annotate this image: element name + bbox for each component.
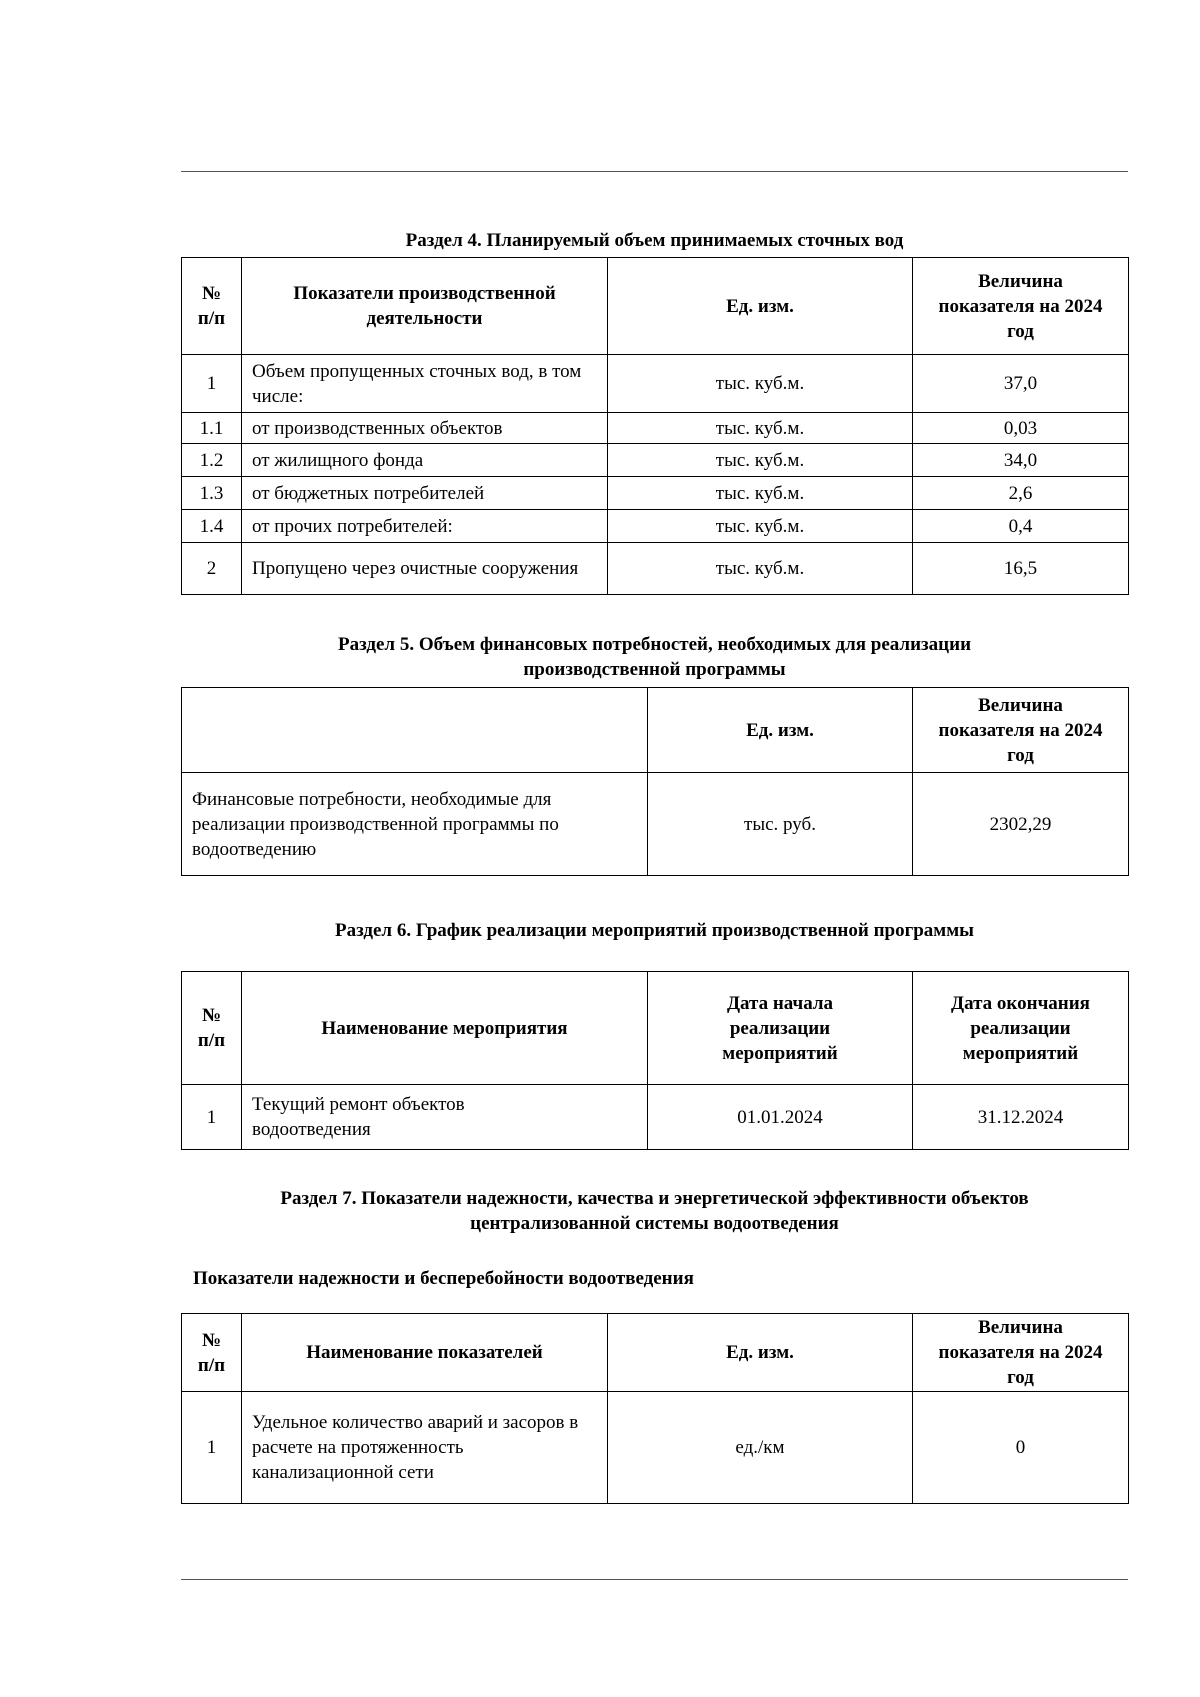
row-num: 1 [182, 1085, 242, 1150]
section4-table [181, 257, 1129, 595]
col-header-end: Дата окончания реализации мероприятий [913, 972, 1129, 1085]
table-header-row [182, 972, 1129, 1085]
row-unit: тыс. руб. [648, 773, 913, 876]
row-num: 1 [182, 355, 242, 413]
col-header-start: Дата начала реализации мероприятий [648, 972, 913, 1085]
row-num: 1.4 [182, 510, 242, 543]
section6-title: Раздел 6. График реализации мероприятий производственной программы [334, 920, 975, 941]
row-name: Объем пропущенных сточных вод, в том числе: [242, 355, 608, 413]
row-start: 01.01.2024 [648, 1085, 913, 1150]
section7-subtitle: Показатели надежности и бесперебойности водоотведения [193, 1268, 694, 1289]
table-header-row [182, 1314, 1129, 1392]
col-header-unit: Ед. изм. [608, 1314, 913, 1392]
table-row [182, 444, 1129, 477]
table-row [182, 543, 1129, 595]
section4-title: Раздел 4. Планируемый объем принимаемых сточных вод [405, 230, 904, 251]
col-header-name: Наименование показателей [242, 1314, 608, 1392]
row-unit: тыс. куб.м. [608, 543, 913, 595]
col-header-indicator: Показатели производственной деятельности [242, 258, 608, 355]
row-value: 34,0 [913, 444, 1129, 477]
table-row [182, 355, 1129, 413]
row-name: от жилищного фонда [242, 444, 608, 477]
row-name: от бюджетных потребителей [242, 477, 608, 510]
table-row [182, 1392, 1129, 1504]
row-value: 0 [913, 1392, 1129, 1504]
row-num: 1.2 [182, 444, 242, 477]
row-unit: тыс. куб.м. [608, 355, 913, 413]
row-name: Текущий ремонт объектов водоотведения [242, 1085, 648, 1150]
section5-title-line1: Раздел 5. Объем финансовых потребностей, необходимых для реализации [337, 634, 972, 655]
row-unit: тыс. куб.м. [608, 477, 913, 510]
col-header-empty [182, 688, 648, 773]
table-header-row [182, 688, 1129, 773]
col-header-num: № п/п [182, 1314, 242, 1392]
row-num: 2 [182, 543, 242, 595]
col-header-name: Наименование мероприятия [242, 972, 648, 1085]
row-unit: тыс. куб.м. [608, 444, 913, 477]
row-name: Финансовые потребности, необходимые для реализации производственной программы по водоотведению [182, 773, 648, 876]
table-row [182, 1085, 1129, 1150]
col-header-num: № п/п [182, 972, 242, 1085]
col-header-unit: Ед. изм. [608, 258, 913, 355]
row-value: 0,4 [913, 510, 1129, 543]
section5-title-line2: производственной программы [523, 659, 786, 680]
row-name: Удельное количество аварий и засоров в расчете на протяженность канализационной сети [242, 1392, 608, 1504]
col-header-num: № п/п [182, 258, 242, 355]
section7-title-line1: Раздел 7. Показатели надежности, качества и энергетической эффективности объектов [280, 1188, 1029, 1209]
section6-table [181, 971, 1129, 1150]
row-unit: ед./км [608, 1392, 913, 1504]
row-value: 37,0 [913, 355, 1129, 413]
row-num: 1 [182, 1392, 242, 1504]
col-header-value: Величина показателя на 2024 год [913, 1314, 1129, 1392]
row-num: 1.3 [182, 477, 242, 510]
row-value: 2,6 [913, 477, 1129, 510]
row-unit: тыс. куб.м. [608, 510, 913, 543]
row-value: 0,03 [913, 413, 1129, 444]
row-name: от производственных объектов [242, 413, 608, 444]
header-rule [181, 171, 1128, 172]
footer-rule [181, 1579, 1128, 1580]
section5-table [181, 687, 1129, 876]
table-row [182, 773, 1129, 876]
row-end: 31.12.2024 [913, 1085, 1129, 1150]
table-header-row [182, 258, 1129, 355]
table-row [182, 413, 1129, 444]
row-value: 16,5 [913, 543, 1129, 595]
col-header-unit: Ед. изм. [648, 688, 913, 773]
row-value: 2302,29 [913, 773, 1129, 876]
row-unit: тыс. куб.м. [608, 413, 913, 444]
section7-table [181, 1313, 1129, 1504]
col-header-value: Величина показателя на 2024 год [913, 688, 1129, 773]
row-name: Пропущено через очистные сооружения [242, 543, 608, 595]
section7-title-line2: централизованной системы водоотведения [470, 1213, 839, 1234]
table-row [182, 510, 1129, 543]
row-num: 1.1 [182, 413, 242, 444]
table-row [182, 477, 1129, 510]
row-name: от прочих потребителей: [242, 510, 608, 543]
col-header-value: Величина показателя на 2024 год [913, 258, 1129, 355]
